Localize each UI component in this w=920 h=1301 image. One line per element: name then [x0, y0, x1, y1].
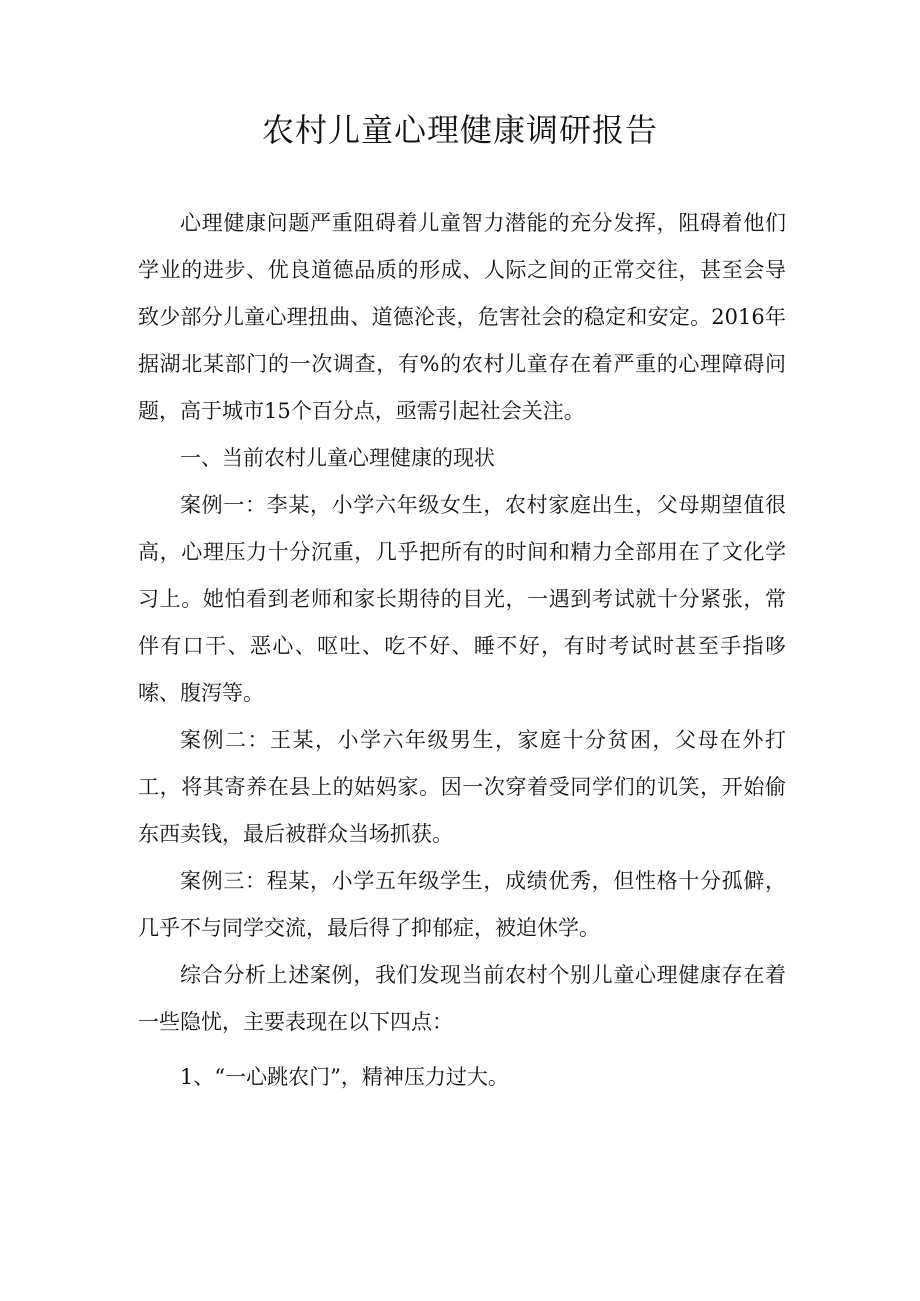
analysis-paragraph: 综合分析上述案例，我们发现当前农村个别儿童心理健康存在着一些隐忧，主要表现在以下四点：	[138, 963, 786, 1034]
case-three-paragraph: 案例三：程某，小学五年级学生，成绩优秀，但性格十分孤僻，几乎不与同学交流，最后得了抑郁症，被迫休学。	[138, 869, 786, 940]
case-one-paragraph: 案例一：李某，小学六年级女生，农村家庭出生，父母期望值很高，心理压力十分沉重，几乎把所有的时间和精力全部用在了文化学习上。她怕看到老师和家长期待的目光，一遇到考试就十分紧张，常伴有口干、恶心、呕吐、吃不好、睡不好，有时考试时甚至手指哆嗦、腹泻等。	[138, 493, 786, 705]
document-title: 农村儿童心理健康调研报告	[261, 111, 658, 149]
point-one-heading: 1、“一心跳农门”，精神压力过大。	[180, 1065, 509, 1089]
intro-paragraph: 心理健康问题严重阻碍着儿童智力潜能的充分发挥，阻碍着他们学业的进步、优良道德品质的形成、人际之间的正常交往，甚至会导致少部分儿童心理扭曲、道德沦丧，危害社会的稳定和安定。2016年据湖北某部门的一次调查，有%的农村儿童存在着严重的心理障碍问题，高于城市15个百分点，亟需引起社会关注。	[138, 211, 786, 423]
case-two-paragraph: 案例二：王某，小学六年级男生，家庭十分贫困，父母在外打工，将其寄养在县上的姑妈家。因一次穿着受同学们的讥笑，开始偷东西卖钱，最后被群众当场抓获。	[138, 728, 786, 846]
document-body	[138, 200, 786, 1101]
section-heading-current-status: 一、当前农村儿童心理健康的现状	[180, 446, 495, 470]
